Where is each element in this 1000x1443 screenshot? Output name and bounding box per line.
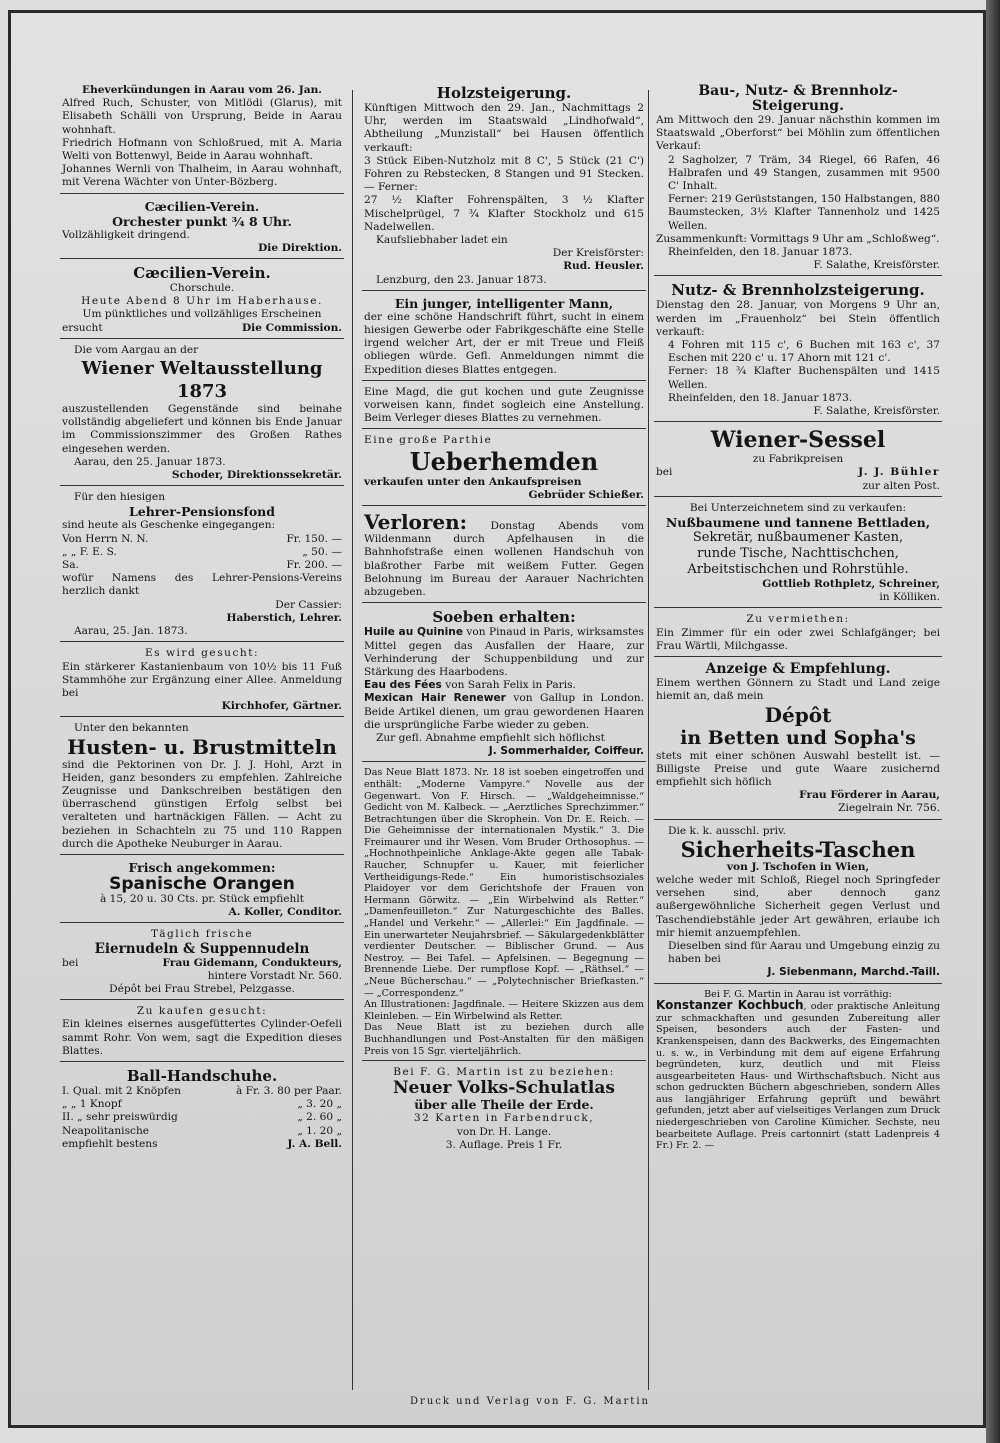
ad-headline: Dépôt (764, 702, 832, 727)
ad-subtitle: Chorschule. (169, 282, 235, 295)
ad-text: zu Fabrikpreisen (752, 453, 844, 466)
ad-schulatlas (362, 1064, 646, 1155)
column-rule (352, 90, 353, 1390)
ad-text: 4 Fohren mit 115 c', 6 Buchen mit 163 c', 37 Eschen mit 220 c' u. 17 Ahorn mit 121 c'. (668, 339, 940, 365)
ad-intro: Die k. k. ausschl. priv. (668, 824, 787, 837)
ad-title: Steigerung. (752, 98, 844, 114)
ad-signature: F. Salathe, Kreisförster. (813, 405, 940, 418)
ad-bau-nutz-brennholz (654, 82, 942, 276)
ad-text: auszustellenden Gegenstände sind beinahe vollständig abgeliefert und können bis Ende Januar im Commissionszimmer des Großen Rathes eingesehen werden. (62, 403, 342, 455)
ad-text: 27 ½ Klafter Fohrenspälten, 3 ½ Klafter Mischelprügel, 7 ¾ Klafter Stockholz und 615 Nadelwellen. (364, 194, 644, 233)
ad-subtitle: Orchester punkt ¾ 8 Uhr. (112, 213, 292, 229)
ad-signature: Frau Förderer in Aarau, (799, 789, 940, 802)
ad-text: empfiehlt bestens (62, 1137, 158, 1150)
ad-title: Soeben erhalten: (432, 608, 576, 627)
ad-signature: Gebrüder Schießer. (528, 488, 644, 501)
ad-ball-handschuhe (60, 1065, 344, 1154)
ad-text: verkaufen unter den Ankaufspreisen (364, 475, 582, 488)
ad-text: Heute Abend 8 Uhr im Haberhause. (81, 295, 323, 308)
ad-author: von Dr. H. Lange. (456, 1125, 552, 1138)
ad-intro: Bei F. G. Martin in Aarau ist vorräthig: (704, 988, 892, 1000)
ad-holzsteigerung (362, 82, 646, 291)
ad-text: Ein Zimmer für ein oder zwei Schlafgänger; bei Frau Wärtli, Milchgasse. (656, 626, 940, 652)
ad-date: Aarau, den 25. Januar 1873. (74, 455, 226, 468)
ad-intro: Frisch angekommen: (128, 859, 276, 875)
ad-text: sind heute als Geschenke eingegangen: (62, 519, 276, 532)
price-row-value: „ 2. 60 „ (297, 1111, 342, 1124)
ad-signature: Rud. Heusler. (563, 260, 644, 273)
ad-text: von Sarah Felix in Paris. (441, 679, 576, 692)
ad-text: Das Neue Blatt 1873. Nr. 18 ist soeben eingetroffen und enthält: „Moderne Vampyre.“ Novelle aus der Gegenwart. Von F. Hirsch. — „Waldgeheimnisse.“ Gedicht von M. Kalbeck. — „Aerztliches Sprechzimmer.“ Betrachtungen über die Skrophein. Von Dr. E. Reich. — Die Geheimnisse der internationalen Mystik.“ 3. Die Freimaurer und ihr Wesen. Vom Bruder Orthosophus. — „Hochnothpeinliche Anklage-Akte gegen alle Tabak-Raucher, Schnupfer u. Kauer, mit feierlicher Vertheidigungs-Rede.“ Ein humoristischsoziales Plaidoyer vor dem Gerichtshofe der Frauen von Hermann Görwitz. — „Ein Wirbelwind als Retter.“ „Damenfeuilleton.“ Zur Naturgeschichte des Balles. „Handel und Verkehr.“ — „Allerlei:“ Ein Jagdfinale. — Ein unerwarteter Neujahrsbrief. — Säkulargedenkblätter verdienter Deutscher. — Biblischer Grund. — Aus Nestroy. — Bei Tafel. — Apfelsinen. — Begegnung — Brennende Liebe. Der rumpflose Kopf. — „Räthsel.“ — „Neue Bücherschau.“ — „Polytechnischer Briefkasten.“ — „Correspondenz.“ (364, 767, 644, 999)
ad-intro: Eine große Parthie (364, 434, 493, 447)
ad-signature: Frau Gidemann, Condukteurs, (162, 956, 342, 969)
price-row (62, 1111, 342, 1124)
product-name: Eau des Fées (364, 679, 442, 692)
ad-text: Ein kleines eisernes ausgefüttertes Cylinder-Oefeli sammt Rohr. Von wem, sagt die Expedition dieses Blattes. (62, 1018, 342, 1057)
price-row-label: „ „ 1 Knopf (62, 1098, 122, 1111)
scan-edge (986, 0, 1000, 1443)
ad-intro: Unter den bekannten (74, 722, 189, 735)
ad-text: à 15, 20 u. 30 Cts. pr. Stück empfiehlt (99, 892, 305, 905)
donation-row-label: „ „ F. E. S. (62, 545, 117, 558)
donation-row (62, 559, 342, 572)
ad-title: Bau-, Nutz- & Brennholz- (698, 83, 898, 99)
ad-title: Ball-Handschuhe. (126, 1066, 278, 1085)
ad-intro: Täglich frische (150, 928, 254, 941)
ad-magd (362, 384, 646, 430)
price-row-label: II. „ sehr preiswürdig (62, 1111, 178, 1124)
ad-text: von Pinaud in Paris, wirksamstes Mittel gegen das Ausfallen der Haare, zur Verhinderung der Schuppenbildung und zur Stärkung des Haarbodens. (364, 626, 644, 678)
column-left (60, 82, 344, 1392)
product-name: Huile au Quinine (364, 626, 464, 639)
ad-text: Das Neue Blatt ist zu beziehen durch alle Buchhandlungen und Post-Anstalten für den mäßigen Preis von 15 Sgr. vierteljährlich. (364, 1022, 644, 1057)
ad-title: Konstanzer Kochbuch (656, 998, 804, 1013)
ad-title: Ein junger, intelligenter Mann, (394, 295, 614, 311)
ad-sicherheits-taschen (654, 823, 942, 984)
ad-signature: Der Cassier: (275, 598, 342, 611)
ad-orangen (60, 858, 344, 923)
donation-row-label: Sa. (62, 559, 79, 572)
ad-text: welche weder mit Schloß, Riegel noch Springfeder versehen sind, aber dennoch ganz außergewöhnliche Sicherheit gegen Verlust und Taschendiebstähle jeder Art gewähren, erlaube ich mir hiemit anzuempfehlen. (656, 873, 940, 939)
ad-text: der eine schöne Handschrift führt, sucht in einem hiesigen Gewerbe oder Fabrikgeschäfte eine Stelle irgend welcher Art, der er mit Treue und Fleiß obliegen würde. Gefl. Anmeldungen nimmt die Expedition dieses Blattes entgegen. (364, 310, 644, 376)
ad-text: 2 Sagholzer, 7 Träm, 34 Riegel, 66 Rafen, 46 Halbrafen und 49 Stangen, zusammen mit 9500 C' Inhalt. (668, 153, 940, 193)
price-row (62, 1085, 342, 1098)
ad-title: Husten- u. Brustmitteln (67, 734, 337, 759)
ad-date: Lenzburg, den 23. Januar 1873. (376, 273, 547, 286)
donation-row-value: Fr. 150. — (286, 532, 342, 545)
ad-junger-mann (362, 294, 646, 381)
ad-text: Johannes Wernli von Thalheim, in Aarau wohnhaft, mit Verena Wächter von Unter-Bözberg. (62, 163, 342, 189)
ad-neue-blatt (362, 765, 646, 1061)
column-middle (362, 82, 646, 1392)
ad-ueberhemden (362, 432, 646, 506)
ad-subtitle: über alle Theile der Erde. (414, 1097, 594, 1113)
ad-address: zur alten Post. (862, 479, 940, 492)
ad-eiernudeln (60, 926, 344, 1000)
ad-text: Dieselben sind für Aarau und Umgebung einzig zu haben bei (668, 939, 940, 966)
ad-intro: Bei Unterzeichnetem sind zu verkaufen: (689, 501, 907, 514)
price-row-label: I. Qual. mit 2 Knöpfen (62, 1084, 181, 1097)
ad-caecilien-chorschule (60, 262, 344, 339)
column-rule (648, 90, 649, 1390)
ad-signature: A. Koller, Conditor. (228, 906, 342, 919)
ad-address: hintere Vorstadt Nr. 560. (207, 969, 342, 982)
product-name: Mexican Hair Renewer (364, 692, 506, 705)
ad-signature: F. Salathe, Kreisförster. (813, 259, 940, 272)
ad-address: Ziegelrain Nr. 756. (838, 802, 940, 815)
ad-caecilien-orchester (60, 197, 344, 259)
ad-text: Sekretär, nußbaumener Kasten, (692, 530, 904, 546)
ad-title: Wiener-Sessel (710, 427, 886, 454)
ad-text: Kaufsliebhaber ladet ein (376, 234, 508, 247)
ad-anzeige-empfehlung (654, 660, 942, 819)
donation-row (62, 546, 342, 559)
ad-title: Zu kaufen gesucht: (136, 1005, 268, 1018)
ad-text: Donstag Abends vom Wildenmann durch Apfelhausen in die Bahnhofstraße einen wollenen Handschuh von blaßrother Farbe mit weißem Futter. Gegen Belohnung im Bureau der Aarauer Nachrichten abzugeben. (364, 520, 645, 599)
ad-text: 3 Stück Eiben-Nutzholz mit 8 C', 5 Stück (21 C') Fohren zu Rebstecken, 8 Stangen und 91 Stecken. — Ferner: (364, 154, 644, 194)
ad-date: Rheinfelden, den 18. Januar 1873. (668, 246, 853, 259)
ad-title: Zu vermiethen: (746, 613, 850, 626)
ad-signature: J. Sommerhalder, Coiffeur. (488, 745, 644, 758)
donation-row-value: „ 50. — (302, 545, 342, 558)
ad-text: runde Tische, Nachttischchen, Arbeitstischchen und Rohrstühle. (687, 546, 909, 578)
price-row-value: à Fr. 3. 80 per Paar. (235, 1084, 342, 1097)
ad-title: Eiernudeln & Suppennudeln (94, 940, 310, 957)
ad-intro: Für den hiesigen (74, 491, 166, 504)
ad-title: Anzeige & Empfehlung. (705, 661, 891, 678)
ad-text: Zusammenkunft: Vormittags 9 Uhr am „Schloßweg“. (656, 232, 940, 245)
donation-row (62, 533, 342, 546)
ad-title: Lehrer-Pensionsfond (128, 504, 276, 520)
ad-wiener-sessel (654, 425, 942, 497)
ad-title: Ueberhemden (409, 446, 599, 476)
ad-title: Cæcilien-Verein. (144, 198, 260, 214)
ad-weltausstellung (60, 342, 344, 486)
ad-text: wofür Namens des Lehrer-Pensions-Vereins herzlich dankt (62, 572, 342, 598)
ad-date: Rheinfelden, den 18. Januar 1873. (668, 391, 853, 404)
ad-text: sind die Pektorinen von Dr. J. J. Hohl, Arzt in Heiden, ganz besonders zu empfehlen. Zahlreiche Zeugnisse und Dankschreiben bestätigen den überraschend günstigen Erfolg selbst bei veralteten und hartnäckigen Fällen. — Acht zu beziehen in Schachteln zu 75 und 110 Rappen durch die Apotheke Neuburger in Aarau. (62, 758, 342, 850)
ad-address: in Kölliken. (879, 591, 940, 604)
ad-text: Zur gefl. Abnahme empfiehlt sich höflichst (376, 731, 605, 744)
price-row (62, 1098, 342, 1111)
ad-text: Ferner: 18 ¾ Klafter Buchenspälten und 1415 Wellen. (668, 365, 940, 391)
ad-text: Ein stärkerer Kastanienbaum von 10½ bis 11 Fuß Stammhöhe zur Ergänzung einer Allee. Anmeldung bei (62, 660, 342, 699)
ad-nutz-brennholzsteigerung (654, 279, 942, 422)
ad-title: Cæcilien-Verein. (133, 264, 271, 283)
ad-signature: J. J. Bühler (858, 466, 940, 479)
ad-title: Wiener Weltausstellung 1873 (81, 358, 323, 403)
ad-title: Neuer Volks-Schulatlas (393, 1078, 615, 1099)
ad-title: Nutz- & Brennholzsteigerung. (671, 281, 925, 300)
ad-title: Nußbaumene und tannene Bettladen, (665, 515, 931, 531)
ad-signature: Schoder, Direktionssekretär. (171, 469, 342, 482)
donation-row-label: Von Herrn N. N. (62, 532, 149, 545)
ad-signature: Die Direktion. (258, 241, 342, 254)
ad-title: Holzsteigerung. (436, 84, 572, 102)
ad-brustmittel (60, 720, 344, 855)
ad-text: Künftigen Mittwoch den 29. Jan., Nachmittags 2 Uhr, werden im Staatswald „Lindhofwald“, Abtheilung „Munzistall“ bei Hausen öffentlich verkauft: (364, 102, 644, 154)
ad-signature: Die Commission. (242, 321, 342, 334)
ad-text: Ferner: 219 Gerüststangen, 150 Halbstangen, 880 Baumstecken, 3½ Klafter Tannenholz und 1425 Wellen. (668, 193, 940, 232)
donation-table (62, 533, 342, 573)
ad-intro: Die vom Aargau an der (74, 343, 199, 356)
ad-soeben-erhalten (362, 606, 646, 762)
ad-text: , oder praktische Anleitung zur schmackhaften und gesunden Zubereitung aller Speisen, besonders auch der Fasten- und Krankenspeisen, dann des Backwerks, des Eingemachten u. s. w., in Verbindung mit dem auf eigene Erfahrung begründeten, kurz, deutlich und mit Fleiss ausgearbeiteten Haus- und Wirthschaftsbuch. Nicht aus schon gedruckten Büchern abgeschrieben, sondern Alles aus langjähriger Erfahrung geprüft und bewährt gefunden, jetzt aber auf vielseitiges Verlangen zum Druck niedergeschrieben von Caroline Kümicher. Sechste, neu bearbeitete Auflage. Preis cartonnirt (statt Ladenpreis 4 Fr.) Fr. 2. — (656, 1001, 940, 1152)
ad-cylinder-oefeli (60, 1003, 344, 1062)
ad-headline: in Betten und Sopha's (680, 726, 916, 749)
donation-row-value: Fr. 200. — (286, 559, 342, 572)
ad-text: ersucht (62, 321, 103, 334)
ad-signature: Haberstich, Lehrer. (226, 611, 342, 624)
ad-title: Spanische Orangen (109, 873, 295, 894)
ad-text: Friedrich Hofmann von Schloßrued, mit A. Maria Welti von Bottenwyl, Beide in Aarau wohnhaft. (62, 136, 342, 163)
ad-eheverkuendungen (60, 82, 344, 194)
ad-text: stets mit einer schönen Auswahl bestellt ist. — Billigste Preise und gute Waare zusichernd empfiehlt sich höflich (656, 749, 940, 788)
price-row-label: Neapolitanische (62, 1124, 150, 1137)
ad-text: Dienstag den 28. Januar, von Morgens 9 Uhr an, werden im „Frauenholz“ bei Stein öffentlich verkauft: (656, 299, 940, 338)
column-right (654, 82, 942, 1392)
ad-date: Aarau, 25. Jan. 1873. (74, 625, 188, 638)
price-row-value: „ 3. 20 „ (297, 1098, 342, 1111)
price-table (62, 1085, 342, 1138)
ad-verloren (362, 509, 646, 603)
ad-kochbuch (654, 987, 942, 1155)
ad-title: Verloren: (364, 510, 468, 535)
ad-text: 32 Karten in Farbendruck, (413, 1112, 595, 1125)
ad-lehrer-pensionsfond (60, 489, 344, 642)
ad-title: Sicherheits-Taschen (680, 836, 916, 862)
ad-text: Um pünktliches und vollzähliges Erscheinen (82, 308, 322, 321)
ad-text: Vollzähligkeit dringend. (62, 228, 190, 241)
ad-text: Alfred Ruch, Schuster, von Mitlödi (Glarus), mit Elisabeth Schälli von Ursprung, Beide in Aarau wohnhaft. (62, 97, 342, 136)
ad-kastanienbaum (60, 645, 344, 717)
ad-signature: Kirchhofer, Gärtner. (221, 700, 342, 713)
ad-text: bei (656, 466, 673, 479)
ad-text: Am Mittwoch den 29. Januar nächsthin kommen im Staatswald „Oberforst“ bei Möhlin zum öffentlichen Verkauf: (656, 114, 940, 153)
ad-intro: Bei F. G. Martin ist zu beziehen: (393, 1066, 615, 1079)
ad-text: Dépôt bei Frau Strebel, Pelzgasse. (109, 982, 295, 995)
price-row-value: „ 1. 20 „ (297, 1124, 342, 1137)
ad-text: Einem werthen Gönnern zu Stadt und Land zeige hiemit an, daß mein (656, 677, 940, 703)
ad-title: Es wird gesucht: (144, 647, 260, 660)
ad-title: Eheverkündungen in Aarau vom 26. Jan. (82, 84, 322, 96)
ad-text: Eine Magd, die gut kochen und gute Zeugnisse vorweisen kann, findet sogleich eine Anstellung. Beim Verleger dieses Blattes zu vernehmen. (364, 385, 644, 425)
ad-signature: Der Kreisförster: (552, 247, 644, 260)
ad-text: bei (62, 956, 79, 969)
imprint-footer: Druck und Verlag von F. G. Martin (410, 1396, 650, 1407)
ad-signature: J. A. Bell. (287, 1137, 342, 1150)
ad-text: An Illustrationen: Jagdfinale. — Heitere Skizzen aus dem Kleinleben. — Ein Wirbelwind als Retter. (364, 999, 644, 1022)
ad-signature: Gottlieb Rothpletz, Schreiner, (762, 578, 940, 591)
ad-price: 3. Auflage. Preis 1 Fr. (445, 1138, 563, 1151)
ad-bettladen (654, 500, 942, 609)
ad-text: von Gallup in London. Beide Artikel dienen, um grau gewordenen Haaren die ursprüngliche Farbe wieder zu geben. (364, 692, 644, 731)
ad-zimmer (654, 611, 942, 657)
price-row (62, 1125, 342, 1138)
ad-signature: J. Siebenmann, Marchd.-Taill. (767, 966, 940, 979)
ad-author: von J. Tschofen in Wien, (726, 860, 870, 873)
